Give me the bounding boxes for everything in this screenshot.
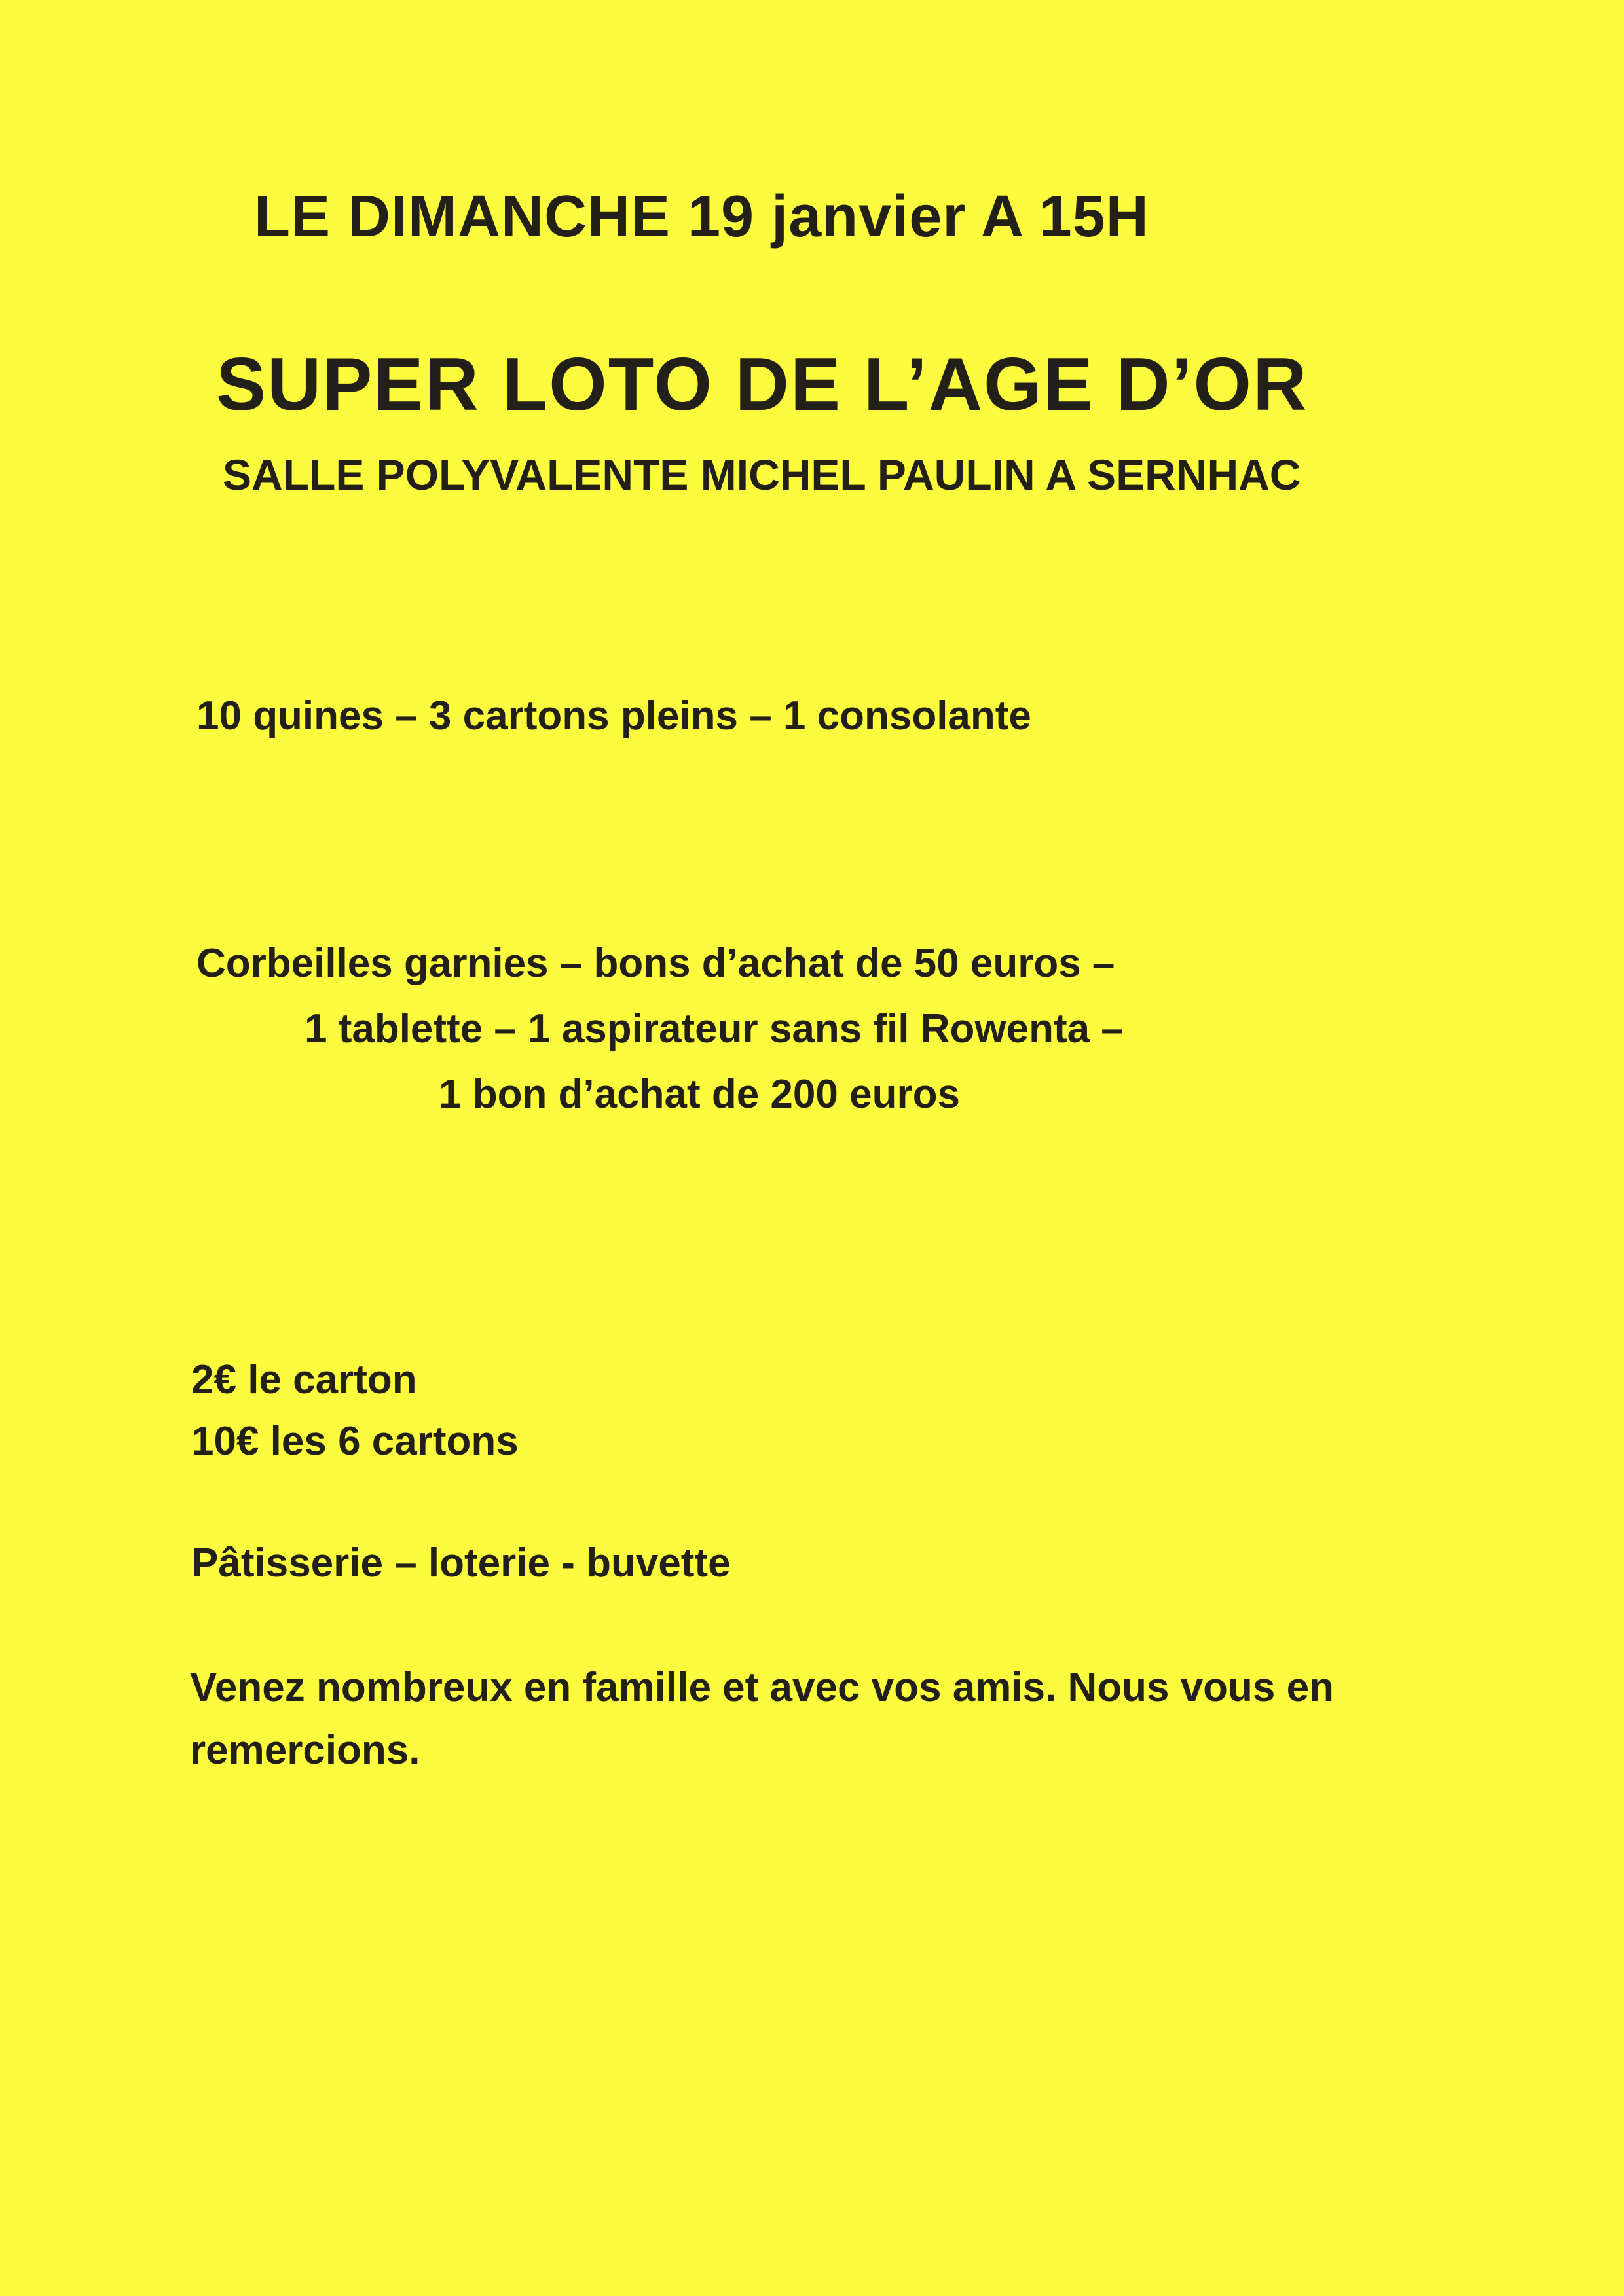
event-date-heading: LE DIMANCHE 19 janvier A 15H (254, 184, 1149, 249)
price-six-cards: 10€ les 6 cartons (191, 1419, 519, 1464)
closing-invitation (190, 1656, 1447, 1782)
lot-line: 1 bon d’achat de 200 euros (439, 1072, 960, 1117)
event-title: SUPER LOTO DE L’AGE D’OR (216, 343, 1308, 426)
lots-list (196, 931, 1218, 1127)
extras-line: Pâtisserie – loterie - buvette (191, 1540, 731, 1586)
prizes-summary: 10 quines – 3 cartons pleins – 1 consolante (196, 693, 1031, 738)
closing-line: Venez nombreux en famille et avec vos amis. Nous vous en (190, 1665, 1334, 1710)
closing-line: remercions. (190, 1728, 420, 1773)
event-venue: SALLE POLYVALENTE MICHEL PAULIN A SERNHAC (223, 450, 1301, 499)
lot-line: 1 tablette – 1 aspirateur sans fil Rowenta – (304, 1006, 1124, 1051)
lot-line: Corbeilles garnies – bons d’achat de 50 euros – (196, 941, 1115, 986)
price-single-card: 2€ le carton (191, 1357, 417, 1402)
